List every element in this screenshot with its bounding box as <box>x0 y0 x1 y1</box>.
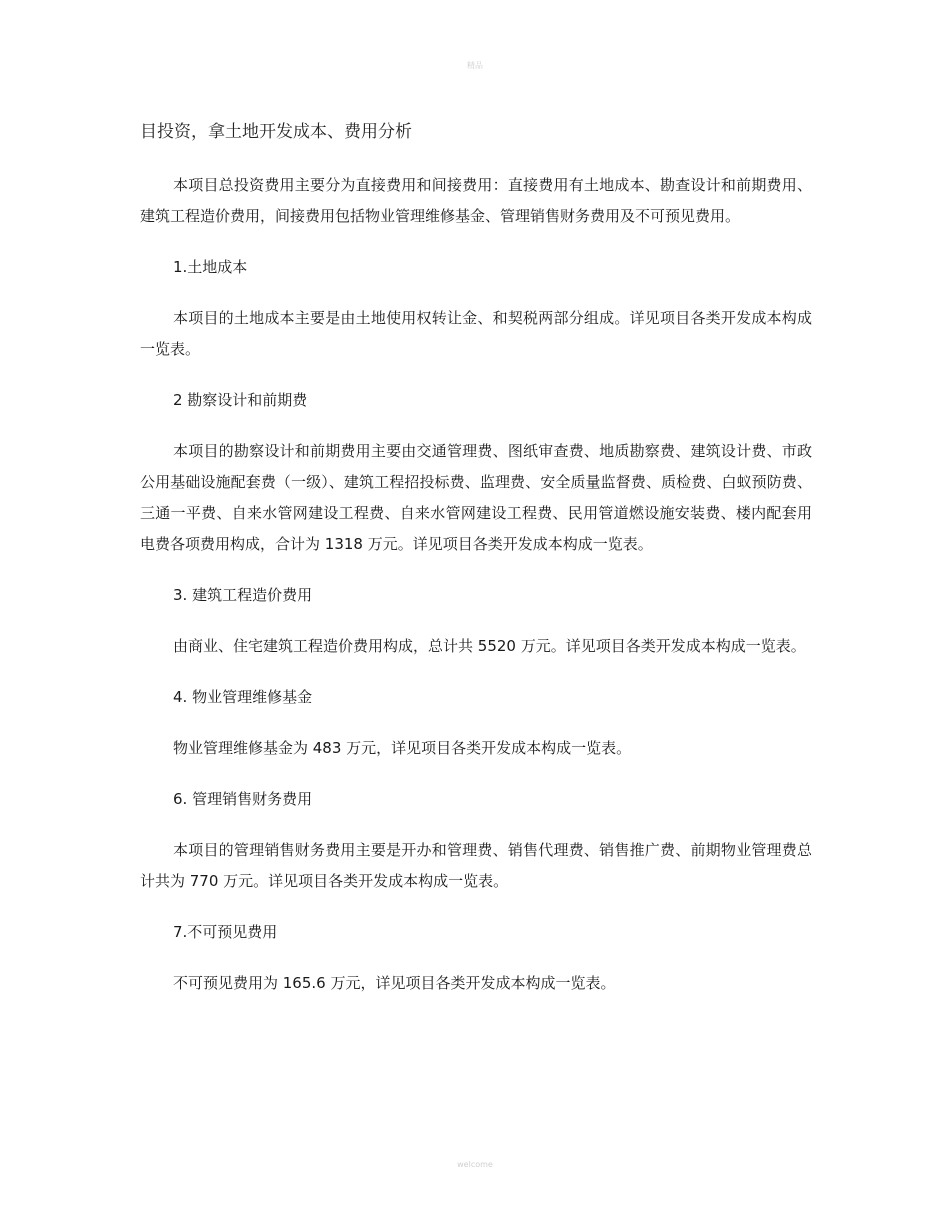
section-paragraph-management-sales-finance: 本项目的管理销售财务费用主要是开办和管理费、销售代理费、销售推广费、前期物业管理费总计共为 770 万元。详见项目各类开发成本构成一览表。 <box>140 841 812 890</box>
intro-paragraph: 本项目总投资费用主要分为直接费用和间接费用：直接费用有土地成本、勘查设计和前期费用、建筑工程造价费用，间接费用包括物业管理维修基金、管理销售财务费用及不可预见费用。 <box>140 176 812 225</box>
section-heading-land-cost: 1.土地成本 <box>173 258 248 276</box>
page-footer-watermark: welcome <box>457 1160 493 1169</box>
page-title: 目投资，拿土地开发成本、费用分析 <box>140 122 412 142</box>
section-paragraph-construction-cost: 由商业、住宅建筑工程造价费用构成，总计共 5520 万元。详见项目各类开发成本构成一览表。 <box>173 637 806 655</box>
document-body <box>140 118 812 1019</box>
section-paragraph-contingency: 不可预见费用为 165.6 万元，详见项目各类开发成本构成一览表。 <box>173 974 616 992</box>
section-heading-survey-design: 2 勘察设计和前期费 <box>173 391 308 409</box>
section-heading-contingency: 7.不可预见费用 <box>173 923 278 941</box>
section-paragraph-maintenance-fund: 物业管理维修基金为 483 万元，详见项目各类开发成本构成一览表。 <box>173 739 632 757</box>
page-header-watermark: 精品 <box>467 61 483 70</box>
section-paragraph-land-cost: 本项目的土地成本主要是由土地使用权转让金、和契税两部分组成。详见项目各类开发成本构成一览表。 <box>140 309 812 358</box>
section-heading-construction-cost: 3. 建筑工程造价费用 <box>173 586 313 604</box>
section-paragraph-survey-design: 本项目的勘察设计和前期费用主要由交通管理费、图纸审查费、地质勘察费、建筑设计费、市政公用基础设施配套费（一级）、建筑工程招投标费、监理费、安全质量监督费、质检费、白蚁预防费、三通一平费、自来水管网建设工程费、自来水管网建设工程费、民用管道燃设施安装费、楼内配套用电费各项费用构成，合计为 1318 万元。详见项目各类开发成本构成一览表。 <box>140 442 812 553</box>
section-heading-management-sales-finance: 6. 管理销售财务费用 <box>173 790 313 808</box>
section-heading-maintenance-fund: 4. 物业管理维修基金 <box>173 688 313 706</box>
